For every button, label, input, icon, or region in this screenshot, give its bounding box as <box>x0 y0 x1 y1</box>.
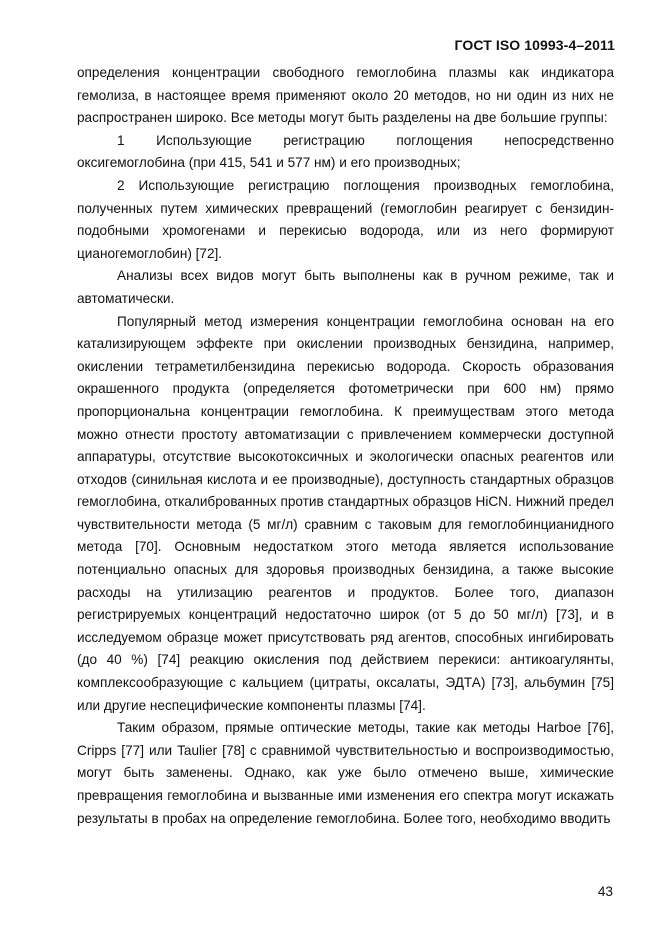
paragraph-analysis-modes: Анализы всех видов могут быть выполнены как в ручном режиме, так и автоматически. <box>77 268 614 306</box>
paragraph-benzidine-method: Популярный метод измерения концентрации гемоглобина основан на его катализирующем эффекте при окислении производных бензидина, например, окислении тетраметилбензидина перекисью водорода. Скорость образования окрашенного продукта (определяется фотометрически при 600 нм) прямо пропорциональна концентрации гемоглобина. К преимуществам этого метода можно отнести простоту автоматизации с привлечением коммерчески доступной аппаратуры, отсутствие высокотоксичных и экологически опасных реагентов или отходов (синильная кислота и ее производные), доступность стандартных образцов гемоглобина, откалиброванных против стандартных образцов HiCN. Нижний предел чувствительности метода (5 мг/л) сравним с таковым для гемоглобинцианидного метода [70]. Основным недостатком этого метода является использование потенциально опасных для здоровья производных бензидина, а также высокие расходы на утилизацию реагентов и продуктов. Более того, диапазон регистрируемых концентраций недостаточно широк (от 5 до 50 мг/л) [73], и в исследуемом образце может присутствовать ряд агентов, способных ингибировать (до 40 %) [74] реакцию окисления под действием перекиси: антикоагулянты, комплексообразующие с кальцием (цитраты, оксалаты, ЭДТА) [73], альбумин [75] или другие неспецифические компоненты плазмы [74]. <box>77 313 614 713</box>
standard-header: ГОСТ ISO 10993-4–2011 <box>454 37 615 53</box>
paragraph-group-1: 1 Использующие регистрацию поглощения непосредственно оксигемоглобина (при 415, 541 и 577 нм) и его производных; <box>77 132 614 171</box>
page-number: 43 <box>597 884 613 899</box>
paragraph-intro: определения концентрации свободного гемоглобина плазмы как индикатора гемолиза, в настоящее время применяют около 20 методов, но ни один из них не распространен широко. Все методы могут быть разделены на две большие группы: <box>77 65 614 126</box>
body-text <box>77 62 614 830</box>
paragraph-conclusion: Таким образом, прямые оптические методы, такие как методы Harboe [76], Cripps [77] или Taulier [78] с сравнимой чувствительностью и воспроизводимостью, могут быть заменены. Однако, как уже было отмечено выше, химические превращения гемоглобина и вызванные ими изменения его спектра могут искажать результаты в пробах на определение гемоглобина. Более того, необходимо вводить <box>77 720 614 826</box>
paragraph-group-2: 2 Использующие регистрацию поглощения производных гемоглобина, полученных путем химических превращений (гемоглобин реагирует с бензидин-подобными хромогенами и перекисью водорода, или из него формируют цианогемоглобин) [72]. <box>77 177 614 261</box>
